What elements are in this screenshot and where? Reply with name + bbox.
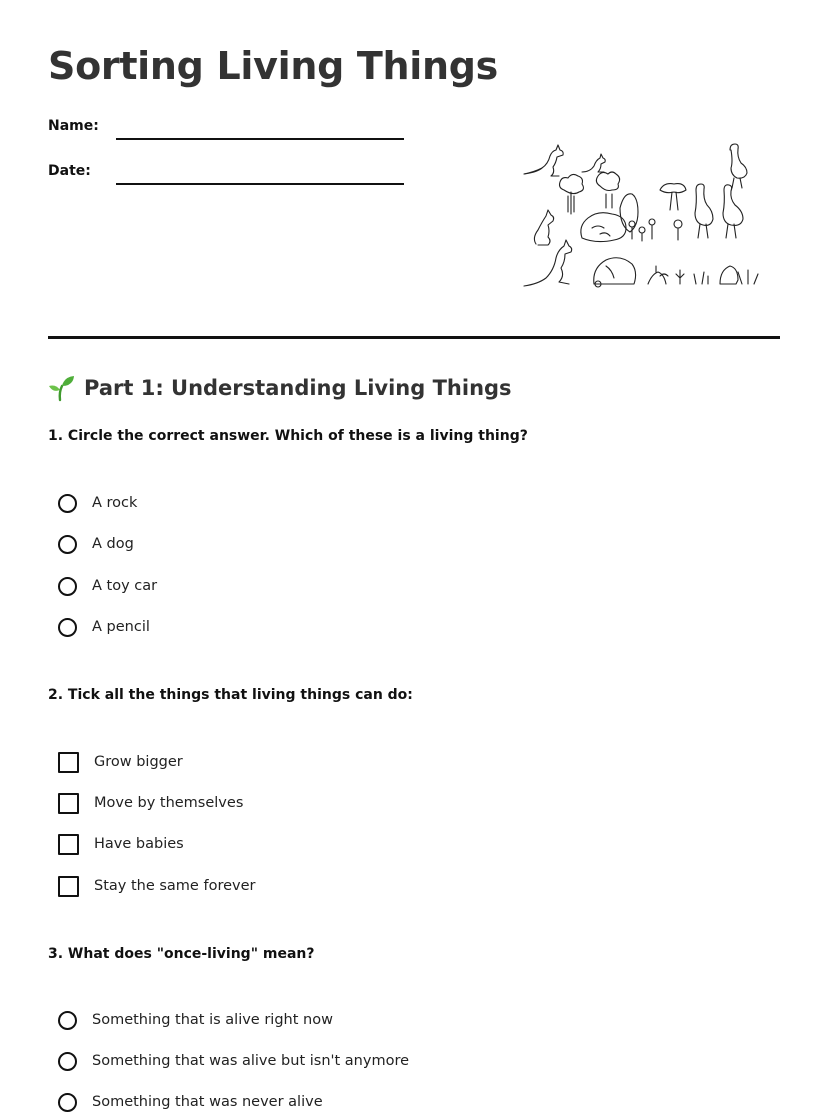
radio-circle-icon[interactable] xyxy=(58,494,77,513)
option-label: Something that was never alive xyxy=(92,1094,323,1110)
section-divider xyxy=(48,336,780,339)
q2-option[interactable] xyxy=(58,831,184,857)
radio-circle-icon[interactable] xyxy=(58,1011,77,1030)
kangaroo-icon xyxy=(534,210,553,245)
q2-option[interactable] xyxy=(58,749,183,775)
tree-icon xyxy=(596,172,619,208)
question-2: 2. Tick all the things that living things can do: xyxy=(48,687,413,703)
boulders-icon xyxy=(581,194,638,242)
kangaroo-icon xyxy=(524,240,572,286)
q3-option[interactable] xyxy=(58,1007,333,1033)
option-label: A rock xyxy=(92,495,138,511)
sprout-icon xyxy=(48,374,76,402)
option-label: Stay the same forever xyxy=(94,878,256,894)
option-label: A toy car xyxy=(92,578,158,594)
part1-title: Part 1: Understanding Living Things xyxy=(84,376,512,400)
emu-icon xyxy=(723,185,743,238)
checkbox-square-icon[interactable] xyxy=(58,752,79,773)
q1-option[interactable] xyxy=(58,531,134,557)
radio-circle-icon[interactable] xyxy=(58,535,77,554)
name-label: Name: xyxy=(48,118,99,134)
q2-option[interactable] xyxy=(58,873,255,899)
name-blank-line[interactable] xyxy=(116,138,404,140)
radio-circle-icon[interactable] xyxy=(58,1052,77,1071)
question-3: 3. What does "once-living" mean? xyxy=(48,946,315,962)
option-label: Something that was alive but isn't anymore xyxy=(92,1053,410,1069)
emu-icon xyxy=(730,144,747,188)
tree-icon xyxy=(660,184,686,210)
q3-option[interactable] xyxy=(58,1048,409,1074)
option-label: Have babies xyxy=(94,836,184,852)
checkbox-square-icon[interactable] xyxy=(58,793,79,814)
option-label: Move by themselves xyxy=(94,795,244,811)
radio-circle-icon[interactable] xyxy=(58,1093,77,1112)
date-blank-line[interactable] xyxy=(116,183,404,185)
rock-icon xyxy=(594,258,636,287)
outback-illustration xyxy=(520,138,765,294)
radio-circle-icon[interactable] xyxy=(58,577,77,596)
option-label: A dog xyxy=(92,536,134,552)
question-1: 1. Circle the correct answer. Which of these is a living thing? xyxy=(48,428,528,444)
tree-icon xyxy=(560,174,584,214)
checkbox-square-icon[interactable] xyxy=(58,876,79,897)
q2-option[interactable] xyxy=(58,790,243,816)
q1-option[interactable] xyxy=(58,573,157,599)
small-kangaroo-icon xyxy=(582,154,605,172)
date-label: Date: xyxy=(48,163,91,179)
worksheet-title: Sorting Living Things xyxy=(48,44,498,88)
shrubs-icon xyxy=(648,266,758,284)
kangaroo-icon xyxy=(524,145,563,176)
option-label: A pencil xyxy=(92,619,150,635)
option-label: Something that is alive right now xyxy=(92,1012,333,1028)
part1-heading xyxy=(48,374,512,402)
q1-option[interactable] xyxy=(58,614,150,640)
emu-icon xyxy=(695,184,713,238)
radio-circle-icon[interactable] xyxy=(58,618,77,637)
option-label: Grow bigger xyxy=(94,754,183,770)
checkbox-square-icon[interactable] xyxy=(58,834,79,855)
q1-option[interactable] xyxy=(58,490,137,516)
q3-option[interactable] xyxy=(58,1089,323,1115)
